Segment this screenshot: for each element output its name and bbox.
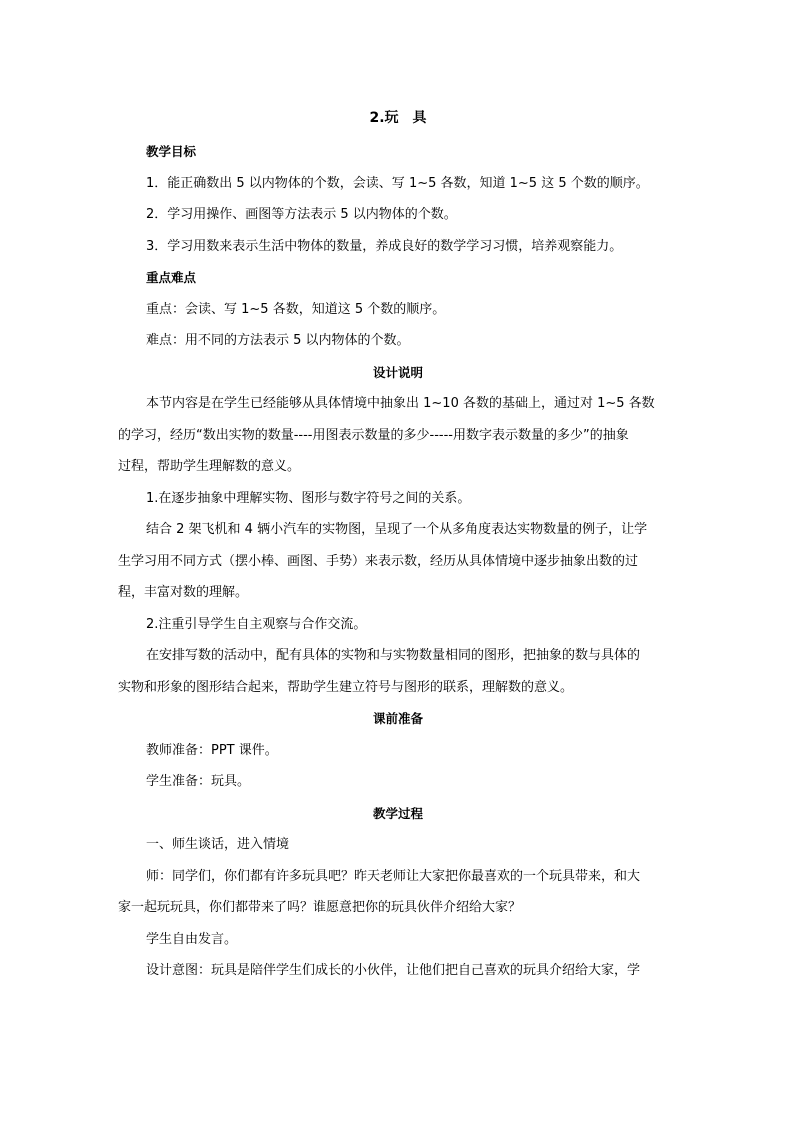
design-heading: 设计说明 bbox=[372, 364, 423, 380]
design-paragraph-line: 结合 2 架飞机和 4 辆小汽车的实物图，呈现了一个从多角度表达实物数量的例子，让学 bbox=[146, 522, 648, 537]
goal-item-1: 1．能正确数出 5 以内物体的个数，会读、写 1~5 各数，知道 1~5 这 5 个数的顺序。 bbox=[146, 175, 649, 191]
design-intent: 设计意图：玩具是陪伴学生们成长的小伙伴，让他们把自己喜欢的玩具介绍给大家，学 bbox=[146, 963, 641, 978]
design-paragraph-line: 在安排写数的活动中，配有具体的实物和与实物数量相同的图形，把抽象的数与具体的 bbox=[146, 648, 641, 663]
process-step-1: 一、师生谈话，进入情境 bbox=[146, 837, 290, 852]
key-points-heading: 重点难点 bbox=[146, 270, 197, 285]
goal-item-2: 2．学习用操作、画图等方法表示 5 以内物体的个数。 bbox=[146, 207, 457, 222]
design-paragraph-line: 本节内容是在学生已经能够从具体情境中抽象出 1~10 各数的基础上，通过对 1~5 各数 bbox=[146, 396, 655, 411]
design-paragraph-line: 过程，帮助学生理解数的意义。 bbox=[118, 459, 301, 474]
design-paragraph-line: 生学习用不同方式（摆小棒、画图、手势）来表示数，经历从具体情境中逐步抽象出数的过 bbox=[118, 553, 639, 569]
document-page bbox=[118, 100, 678, 987]
design-subheading-2: 2.注重引导学生自主观察与合作交流。 bbox=[146, 616, 367, 632]
design-paragraph-line: 的学习，经历“数出实物的数量----用图表示数量的多少-----用数字表示数量的多少”的抽象 bbox=[118, 427, 629, 443]
goal-item-3: 3．学习用数来表示生活中物体的数量，养成良好的数学学习习惯，培养观察能力。 bbox=[146, 238, 623, 254]
page-title: 2.玩 具 bbox=[369, 110, 427, 126]
key-point-focus: 重点：会读、写 1~5 各数，知道这 5 个数的顺序。 bbox=[146, 301, 446, 317]
process-heading: 教学过程 bbox=[372, 805, 423, 821]
preparation-heading: 课前准备 bbox=[372, 711, 423, 726]
design-paragraph-line: 实物和形象的图形结合起来，帮助学生建立符号与图形的联系，理解数的意义。 bbox=[118, 679, 574, 695]
goals-heading: 教学目标 bbox=[146, 144, 197, 159]
teacher-dialogue-line: 家一起玩玩具，你们都带来了吗？谁愿意把你的玩具伙伴介绍给大家？ bbox=[118, 900, 522, 915]
student-preparation: 学生准备：玩具。 bbox=[146, 774, 251, 789]
teacher-preparation: 教师准备：PPT 课件。 bbox=[146, 742, 278, 758]
key-point-difficulty: 难点：用不同的方法表示 5 以内物体的个数。 bbox=[146, 333, 410, 348]
teacher-dialogue-line: 师：同学们，你们都有许多玩具吧？昨天老师让大家把你最喜欢的一个玩具带来，和大 bbox=[146, 868, 641, 884]
student-response: 学生自由发言。 bbox=[146, 931, 238, 947]
design-paragraph-line: 程，丰富对数的理解。 bbox=[118, 585, 249, 600]
design-subheading-1: 1.在逐步抽象中理解实物、图形与数字符号之间的关系。 bbox=[146, 490, 471, 506]
